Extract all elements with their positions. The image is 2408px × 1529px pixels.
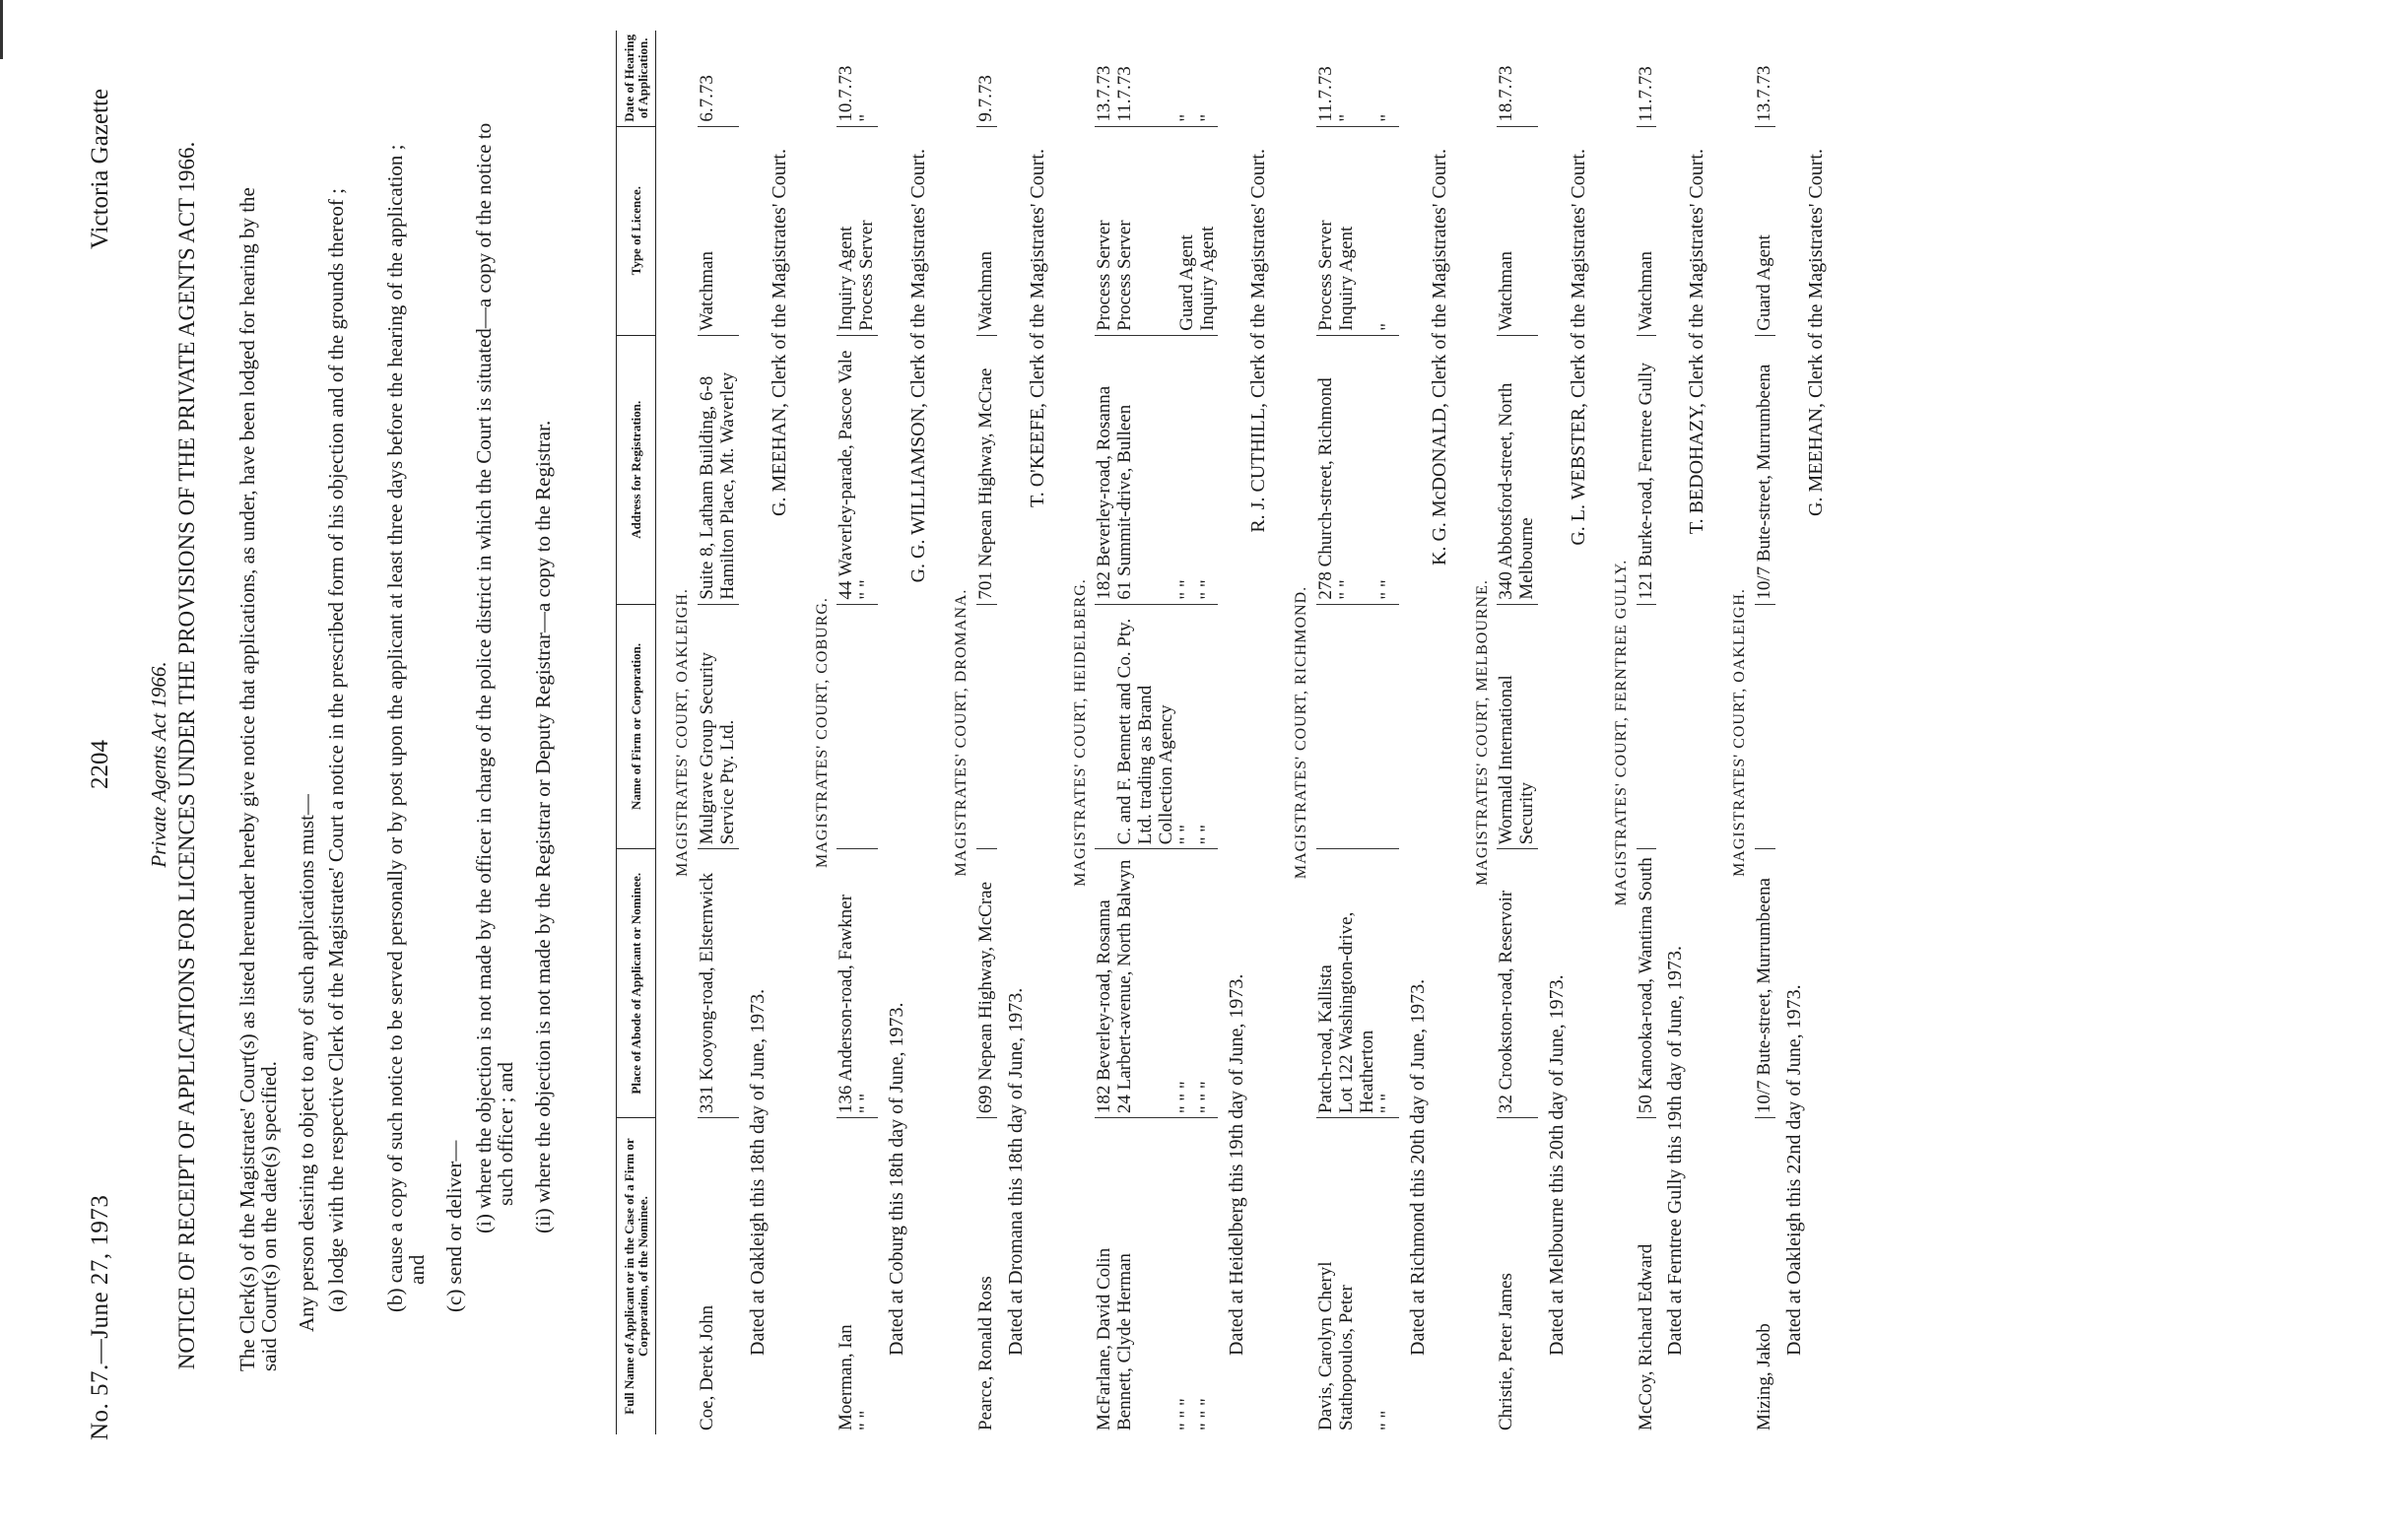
table-row: [836, 31, 857, 1434]
clerk-signature-row: [907, 31, 935, 1434]
applicant-name: Bennett, Clyde Herman: [1114, 1253, 1135, 1430]
intro-paragraph: The Clerk(s) of the Magistrates' Court(s) as listed hereunder hereby give notice that applications, as under, have been lodged for hearing by the said Court(s) on the date(s) specified.: [235, 187, 282, 1371]
licence-type: Watchman: [1497, 126, 1538, 335]
registration-address: " ": [1198, 335, 1219, 604]
dated-line-row: [1538, 31, 1568, 1434]
hearing-date: 18.7.73: [1497, 31, 1538, 126]
objection-item-c-i: (i) where the objection is not made by the officer in charge of the police district in which the Court is situated—a copy of the notice to such officer ; and: [472, 122, 518, 1233]
applicant-name: Stathopoulos, Peter: [1335, 1285, 1357, 1430]
applicant-abode: " " ": [1198, 849, 1219, 1118]
court-heading-row: [796, 31, 837, 1434]
applicant-name: Coe, Derek John: [696, 1304, 717, 1430]
hearing-date: 11.7.73: [1115, 31, 1177, 126]
licence-type: Inquiry Agent: [1198, 126, 1219, 335]
applicant-abode: " ": [1378, 849, 1399, 1118]
registration-address: 340 Abbotsford-street, North Melbourne: [1497, 335, 1538, 604]
court-heading: MAGISTRATES' COURT, HEIDELBERG.: [1071, 578, 1089, 887]
court-heading: MAGISTRATES' COURT, RICHMOND.: [1293, 585, 1310, 880]
table-row: [1095, 31, 1115, 1434]
applicant-name: Moerman, Ian: [836, 1324, 857, 1430]
registration-address: " ": [1378, 335, 1399, 604]
firm-name: [1337, 604, 1378, 849]
dated-line-row: [739, 31, 769, 1434]
registration-address: Suite 8, Latham Building, 6-8 Hamilton Place, Mt. Waverley: [698, 335, 739, 604]
firm-name: [1095, 604, 1115, 849]
dated-line-row: [1218, 31, 1247, 1434]
licence-type: Inquiry Agent: [1337, 126, 1378, 335]
court-heading-row: [1054, 31, 1096, 1434]
court-heading: MAGISTRATES' COURT, FERNTREE GULLY.: [1612, 559, 1630, 906]
firm-name: [1378, 604, 1399, 849]
clerk-signature: G. G. WILLIAMSON, Clerk of the Magistrates' Court.: [907, 149, 930, 583]
licence-type: Process Server: [857, 126, 878, 335]
firm-name: [857, 604, 878, 849]
clerk-signature-row: [1568, 31, 1595, 1434]
clerk-signature-row: [769, 31, 796, 1434]
hearing-date: ": [1198, 31, 1219, 126]
dated-line: Dated at Richmond this 20th day of June, 1973.: [1406, 978, 1429, 1356]
hearing-date: ": [1337, 31, 1378, 126]
licence-type: Guard Agent: [1755, 126, 1775, 335]
hearing-date: ": [1177, 31, 1198, 126]
firm-name: C. and F. Bennett and Co. Pty. Ltd. trading as Brand Collection Agency: [1115, 604, 1177, 849]
applicant-name: McCoy, Richard Edward: [1635, 1243, 1656, 1430]
dated-line: Dated at Oakleigh this 22nd day of June, 1973.: [1782, 984, 1805, 1356]
firm-name: [836, 604, 857, 849]
registration-address: " ": [1337, 335, 1378, 604]
court-heading: MAGISTRATES' COURT, OAKLEIGH.: [674, 588, 692, 877]
applicant-name: " ": [1376, 1410, 1398, 1430]
applicant-abode: " " ": [1177, 849, 1198, 1118]
applicant-name: " " ": [1175, 1398, 1197, 1430]
hearing-date: 11.7.73: [1637, 31, 1657, 126]
dated-line: Dated at Coburg this 18th day of June, 1973.: [886, 1002, 908, 1356]
column-header-applicant: Full Name of Applicant or in the Case of a Firm or Corporation, of the Nominee.: [617, 1118, 656, 1434]
dated-line-row: [1399, 31, 1429, 1434]
table-row: [1337, 31, 1378, 1434]
registration-address: " ": [1177, 335, 1198, 604]
licence-type: Process Server: [1115, 126, 1177, 335]
table-row: [1316, 31, 1337, 1434]
clerk-signature: G. MEEHAN, Clerk of the Magistrates' Court.: [768, 149, 790, 516]
court-heading-row: [1275, 31, 1316, 1434]
firm-name: Mulgrave Group Security Service Pty. Ltd.: [698, 604, 739, 849]
hearing-date: 13.7.73: [1095, 31, 1115, 126]
dated-line: Dated at Oakleigh this 18th day of June, 1973.: [746, 988, 769, 1356]
table-row: [698, 31, 739, 1434]
court-heading-row: [1456, 31, 1498, 1434]
objection-intro: Any person desiring to object to any of such applications must—: [295, 794, 318, 1332]
clerk-signature-row: [1805, 31, 1833, 1434]
registration-address: 121 Burke-road, Ferntree Gully: [1637, 335, 1657, 604]
table-row: [1755, 31, 1775, 1434]
court-heading-row: [1713, 31, 1755, 1434]
applicant-abode: " ": [857, 849, 878, 1118]
firm-name: [1316, 604, 1337, 849]
licence-type: Inquiry Agent: [836, 126, 857, 335]
registration-address: 44 Waverley-parade, Pascoe Vale: [836, 335, 857, 604]
applicant-name: Davis, Carolyn Cheryl: [1315, 1261, 1337, 1430]
hearing-date: 10.7.73: [836, 31, 857, 126]
page-number: 2204: [87, 740, 113, 789]
column-header-date: Date of Hearing of Application.: [617, 31, 656, 126]
objection-item-c: (c) send or deliver—: [442, 1140, 466, 1312]
registration-address: 701 Nepean Highway, McCrae: [976, 335, 997, 604]
court-heading-row: [1595, 31, 1637, 1434]
licence-type: Watchman: [698, 126, 739, 335]
applicant-abode: 331 Kooyong-road, Elsternwick: [698, 849, 739, 1118]
registration-address: 61 Summit-drive, Bulleen: [1115, 335, 1177, 604]
court-sections: [656, 31, 1833, 1434]
applicant-abode: 136 Anderson-road, Fawkner: [836, 849, 857, 1118]
dated-line: Dated at Ferntree Gully this 19th day of June, 1973.: [1664, 945, 1687, 1356]
objection-item-b: (b) cause a copy of such notice to be served personally or by post upon the applicant at least three days before the hearing of the application ; and: [383, 144, 430, 1312]
applicant-abode: Patch-road, Kallista: [1316, 849, 1337, 1118]
table-row: [1637, 31, 1657, 1434]
applicant-name: Pearce, Ronald Ross: [974, 1276, 996, 1430]
clerk-signature: T. O'KEEFE, Clerk of the Magistrates' Court.: [1026, 149, 1048, 507]
dated-line-row: [1775, 31, 1805, 1434]
firm-name: [1755, 604, 1775, 849]
column-header-licence: Type of Licence.: [617, 126, 656, 335]
issue-header: No. 57.—June 27, 1973: [87, 1194, 113, 1440]
applicant-abode: 32 Crookston-road, Reservoir: [1497, 849, 1538, 1118]
court-heading-row: [656, 31, 698, 1434]
firm-name: [976, 604, 997, 849]
applicant-name: " " ": [1196, 1398, 1218, 1430]
applicant-abode: 182 Beverley-road, Rosanna: [1095, 849, 1115, 1118]
licence-type: ": [1378, 126, 1399, 335]
clerk-signature: G. L. WEBSTER, Clerk of the Magistrates' Court.: [1567, 149, 1589, 546]
column-header-address: Address for Registration.: [617, 335, 656, 604]
clerk-signature-row: [1247, 31, 1275, 1434]
applicant-abode: 10/7 Bute-street, Murrumbeena: [1755, 849, 1775, 1118]
firm-name: " ": [1198, 604, 1219, 849]
dated-line: Dated at Heidelberg this 19th day of June, 1973.: [1226, 973, 1248, 1356]
dated-line-row: [1656, 31, 1686, 1434]
dated-line: Dated at Melbourne this 20th day of June, 1973.: [1545, 974, 1568, 1356]
applicant-abode: 50 Kanooka-road, Wantirna South: [1637, 849, 1657, 1118]
objection-item-c-ii: (ii) where the objection is not made by the Registrar or Deputy Registrar—a copy to the Registrar.: [531, 420, 555, 1233]
column-header-firm: Name of Firm or Corporation.: [617, 604, 656, 849]
court-heading: MAGISTRATES' COURT, OAKLEIGH.: [1731, 588, 1749, 877]
clerk-signature-row: [1429, 31, 1456, 1434]
clerk-signature: R. J. CUTHILL, Clerk of the Magistrates' Court.: [1247, 149, 1270, 533]
table-row: [857, 31, 878, 1434]
table-row: [1115, 31, 1177, 1434]
firm-name: [1637, 604, 1657, 849]
registration-address: " ": [857, 335, 878, 604]
clerk-signature: T. BEDOHAZY, Clerk of the Magistrates' Court.: [1686, 149, 1708, 535]
hearing-date: ": [857, 31, 878, 126]
licence-type: Watchman: [976, 126, 997, 335]
hearing-date: 13.7.73: [1755, 31, 1775, 126]
hearing-date: 9.7.73: [976, 31, 997, 126]
clerk-signature: G. MEEHAN, Clerk of the Magistrates' Court.: [1804, 149, 1827, 516]
clerk-signature-row: [1027, 31, 1054, 1434]
hearing-date: ": [1378, 31, 1399, 126]
applicant-abode: 24 Larbert-avenue, North Balwyn: [1115, 849, 1177, 1118]
table-row: [1497, 31, 1538, 1434]
applicant-name: " ": [856, 1410, 878, 1430]
court-heading: MAGISTRATES' COURT, COBURG.: [813, 597, 831, 868]
hearing-date: 11.7.73: [1316, 31, 1337, 126]
clerk-signature: K. G. McDONALD, Clerk of the Magistrates' Court.: [1428, 149, 1450, 565]
column-header-abode: Place of Abode of Applicant or Nominee.: [617, 849, 656, 1118]
firm-name: " ": [1177, 604, 1198, 849]
applicant-abode: Lot 122 Washington-drive, Heatherton: [1337, 849, 1378, 1118]
table-row: [1177, 31, 1198, 1434]
table-row: [1198, 31, 1219, 1434]
licence-type: Guard Agent: [1177, 126, 1198, 335]
clerk-signature-row: [1686, 31, 1713, 1434]
court-heading-row: [935, 31, 976, 1434]
applications-table: [616, 31, 1833, 1434]
dated-line-row: [997, 31, 1027, 1434]
registration-address: 182 Beverley-road, Rosanna: [1095, 335, 1115, 604]
court-heading: MAGISTRATES' COURT, DROMANA.: [953, 588, 970, 877]
registration-address: 278 Church-street, Richmond: [1316, 335, 1337, 604]
firm-name: Wormald International Security: [1497, 604, 1538, 849]
applicant-name: McFarlane, David Colin: [1094, 1247, 1115, 1430]
applicant-name: Mizing, Jakob: [1754, 1323, 1775, 1430]
publication-title: Victoria Gazette: [87, 89, 113, 249]
table-header-row: [617, 31, 656, 1434]
dated-line-row: [878, 31, 907, 1434]
hearing-date: 6.7.73: [698, 31, 739, 126]
registration-address: 10/7 Bute-street, Murrumbeena: [1755, 335, 1775, 604]
dated-line: Dated at Dromana this 18th day of June, 1973.: [1004, 987, 1027, 1356]
table-row: [1378, 31, 1399, 1434]
licence-type: Process Server: [1316, 126, 1337, 335]
licence-type: Watchman: [1637, 126, 1657, 335]
notice-title: NOTICE OF RECEIPT OF APPLICATIONS FOR LICENCES UNDER THE PROVISIONS OF THE PRIVATE AGENTS ACT 1966.: [174, 141, 199, 1370]
licence-type: Process Server: [1095, 126, 1115, 335]
court-heading: MAGISTRATES' COURT, MELBOURNE.: [1473, 579, 1491, 886]
applicant-abode: 699 Nepean Highway, McCrae: [976, 849, 997, 1118]
objection-item-a: (a) lodge with the respective Clerk of the Magistrates' Court a notice in the prescribed form of his objection and of the grounds thereof ;: [324, 188, 348, 1312]
act-title: Private Agents Act 1966.: [147, 661, 170, 868]
applicant-name: Christie, Peter James: [1496, 1273, 1517, 1430]
table-row: [976, 31, 997, 1434]
